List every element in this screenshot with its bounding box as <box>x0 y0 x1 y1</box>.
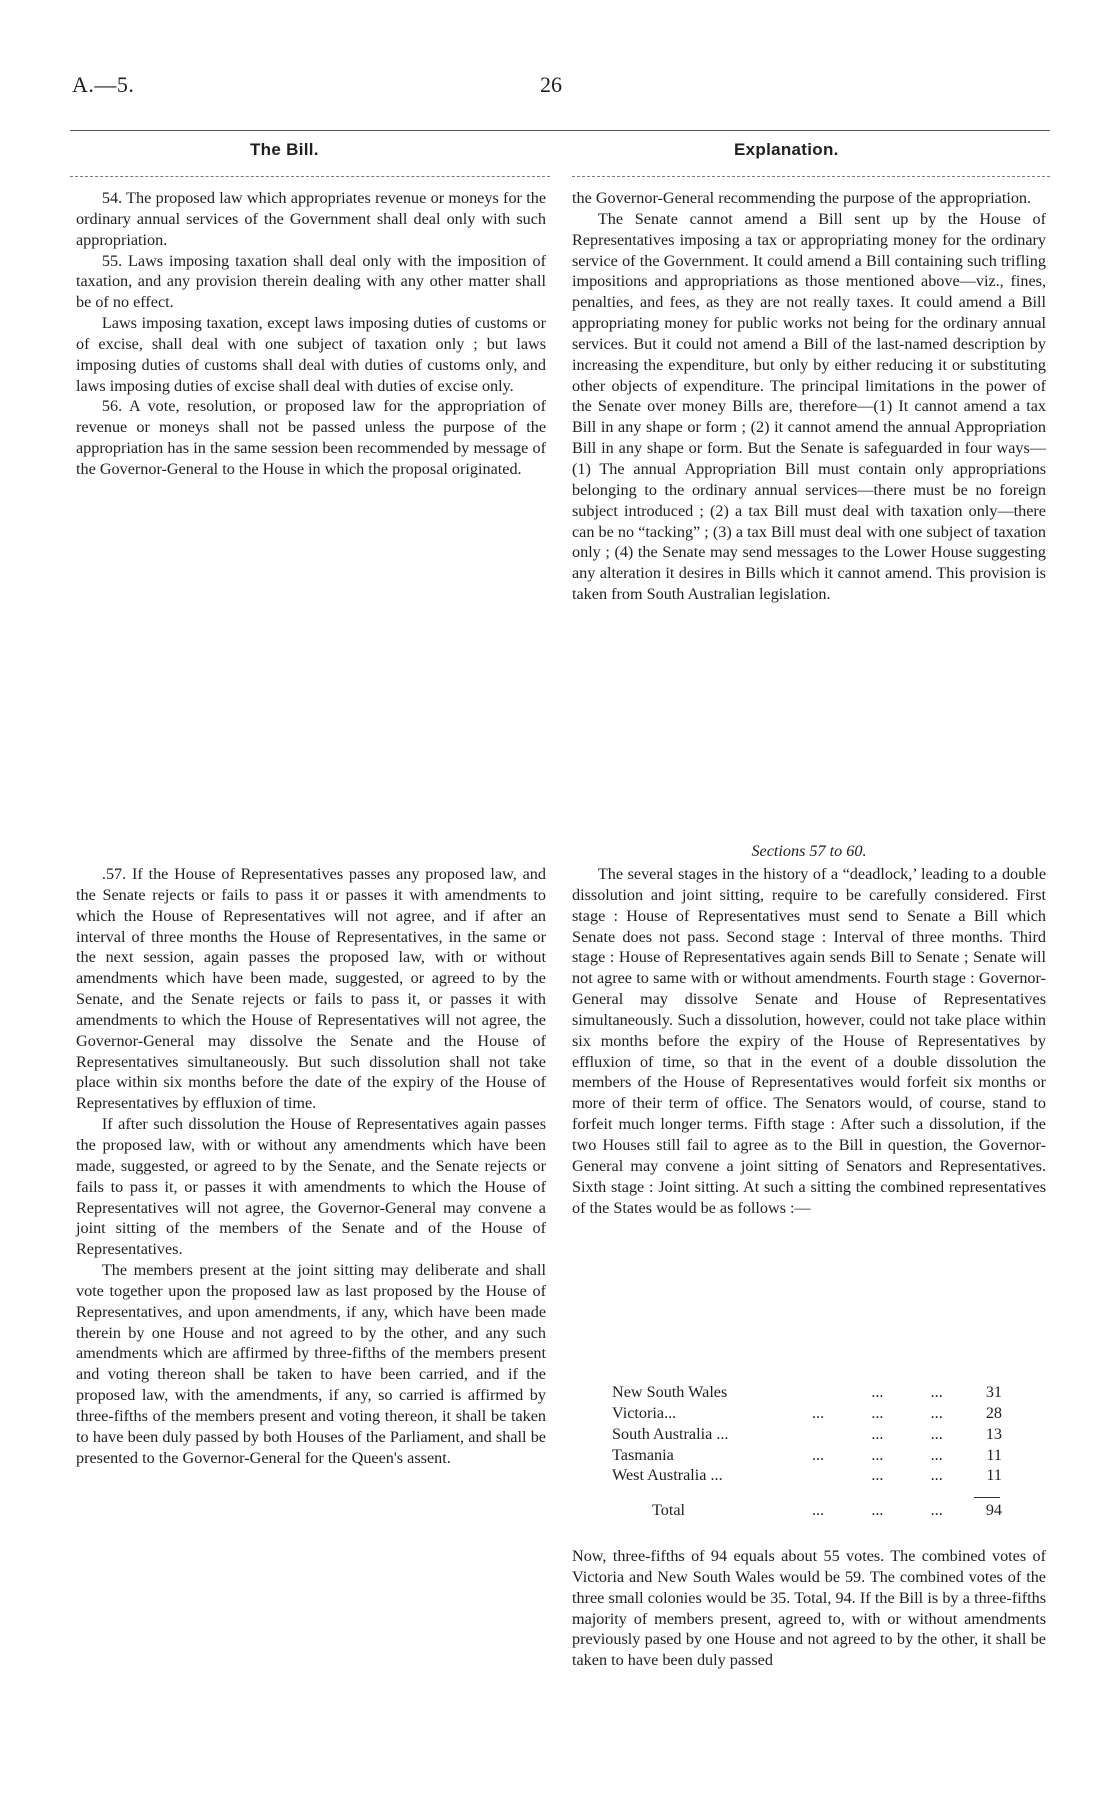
state-count: 11 <box>986 1445 1002 1464</box>
header-rule <box>70 130 1050 131</box>
state-name: Victoria... <box>612 1403 677 1422</box>
bill-heading-rule <box>70 176 550 177</box>
explanation-paragraph-4: Now, three-fifths of 94 equals about 55 votes. The combined votes of Victoria and New South Wales would be 59. The combined votes of the three small colonies would be 35. Total, 94. If the Bill is by a three-fifths majority of members present, agreed to, with or without amendments previously pased by one House and not agreed to by the other, it shall be taken to have been duly passed <box>572 1547 1046 1670</box>
leader-dots: ... <box>812 1501 825 1520</box>
leader-dots <box>788 1382 847 1403</box>
sum-rule <box>974 1497 1000 1498</box>
document-reference: A.—5. <box>72 72 135 97</box>
section-57-part-1: .57. If the House of Representatives passes any proposed law, and the Senate rejects or fails to pass it or passes it with amendments to which the House of Representatives will not agree, and if after an interval of three months the House of Representatives, in the same or the next session, again passes the proposed law, with or without amendments which have been made, suggested, or agreed to by the Senate, and the Senate rejects or fails to pass it, or passes it with amendments to which the House of Representatives will not agree, the Governor-General may dissolve the Senate and the House of Representatives simultaneously. But such dissolution shall not take place within six months before the date of the expiry of the House of Representatives by effluxion of time. <box>76 865 546 1113</box>
leader-dots: ... <box>930 1383 943 1401</box>
leader-dots: ... <box>812 1403 825 1422</box>
leader-dots <box>788 1465 847 1486</box>
section-55-part-2: Laws imposing taxation, except laws imposing duties of customs or of excise, shall deal with one subject of taxation only ; but laws imposing duties of customs shall deal with duties of customs only, and laws imposing duties of excise shall deal with duties of excise only. <box>76 314 546 395</box>
state-name: New South Wales <box>612 1383 728 1401</box>
section-57-part-2: If after such dissolution the House of Representatives again passes the proposed law, with or without any amendments which have been made, suggested, or agreed to by the Senate, and the Senate rejects or fails to pass it, or passes it with amendments to which the House of Representatives will not agree, the Governor-General may convene a joint sitting of the members of the Senate and of the House of Representatives. <box>76 1115 546 1259</box>
leader-dots: ... <box>930 1466 943 1485</box>
table-row <box>612 1403 1002 1424</box>
state-count: 31 <box>985 1383 1002 1401</box>
state-name: South Australia ... <box>612 1424 729 1443</box>
state-name: Tasmania <box>612 1445 674 1464</box>
table-row <box>612 1465 1002 1486</box>
leader-dots: ... <box>871 1466 884 1485</box>
leader-dots <box>788 1424 847 1445</box>
explanation-paragraph-3: The several stages in the history of a “deadlock,’ leading to a double dissolution and joint sitting, require to be carefully considered. First stage : House of Representatives must send to Senate a Bill which Senate does not pass. Second stage : Interval of three months. Third stage : House of Representatives again sends Bill to Senate ; Senate will not agree to same with or without amendments. Fourth stage : Governor-General may dissolve Senate and House of Representatives simultaneously. Such a dissolution, however, could not take place within six months before the expiry of the House of Representatives by effluxion of time, so that in the event of a double dissolution the members of the House of Representatives would forfeit six months or more of their term of office. The Senators would, of course, stand to forfeit much longer terms. Fifth stage : After such a dissolution, if the two Houses still fail to agree as to the Bill in question, the Governor-General may convene a joint sitting of Senators and Representatives. Sixth stage : Joint sitting. At such a sitting the combined representatives of the States would be as follows :— <box>572 865 1046 1217</box>
section-57-part-3: The members present at the joint sitting may deliberate and shall vote together upon the proposed law as last proposed by the House of Representatives, and upon amendments, if any, which have been made therein by one House and not agreed to by the other, and any such amendments which are affirmed by three-fifths of the members present and voting thereon shall be taken to have been carried, and if the proposed law, with the amendments, if any, so carried is affirmed by three-fifths of the members present and voting thereon, it shall be taken to have been duly passed by both Houses of the Parliament, and shall be presented to the Governor-General for the Queen's assent. <box>76 1261 546 1467</box>
leader-dots: ... <box>812 1445 825 1464</box>
leader-dots: ... <box>930 1445 943 1464</box>
leader-dots: ... <box>871 1383 884 1401</box>
bill-section-57 <box>76 864 546 1468</box>
total-label: Total <box>652 1501 686 1520</box>
leader-dots: ... <box>871 1424 884 1443</box>
leader-dots: ... <box>871 1445 884 1464</box>
sections-57-60-heading: Sections 57 to 60. <box>751 842 867 860</box>
section-54: 54. The proposed law which appropriates revenue or moneys for the ordinary annual services of the Government shall deal only with such appropriation. <box>76 189 546 249</box>
explanation-paragraph-2: The Senate cannot amend a Bill sent up by the House of Representatives imposing a tax or appropriating money for the ordinary service of the Government. It could amend a Bill containing such trifling impositions and appropriations as those mentioned above—viz., fines, penalties, and fees, as they are not really taxes. It could amend a Bill appropriating money for public works not being for the ordinary annual services. But it could not amend a Bill of the last-named description by increasing the expenditure, but only by either reducing it or substituting other objects of expenditure. The principal limitations in the power of the Senate over money Bills are, therefore—(1) It cannot amend a tax Bill in any shape or form ; (2) it cannot amend the annual Appropriation Bill in any shape or form. But the Senate is safeguarded in four ways—(1) The annual Appropriation Bill must contain only appropriations belonging to the ordinary annual services—there must be no foreign subject introduced ; (2) a tax Bill must deal with taxation only—there can be no “tacking” ; (3) a tax Bill must deal with one subject of taxation only ; (4) the Senate may send messages to the Lower House suggesting any alteration it desires in Bills which it cannot amend. This provision is taken from South Australian legislation. <box>572 209 1046 604</box>
state-count: 11 <box>986 1466 1002 1485</box>
table-row <box>612 1445 1002 1466</box>
explanation-vote-calculation <box>572 1546 1046 1671</box>
page-number: 26 <box>540 72 562 97</box>
explanation-paragraph-1: the Governor-General recommending the purpose of the appropriation. <box>572 189 1032 207</box>
bill-column-heading: The Bill. <box>250 140 319 159</box>
state-name: West Australia ... <box>612 1466 723 1485</box>
explanation-money-bills <box>572 188 1046 605</box>
state-count: 28 <box>985 1403 1002 1422</box>
section-55-part-1: 55. Laws imposing taxation shall deal only with the imposition of taxation, and any provision therein dealing with any other matter shall be of no effect. <box>76 251 546 312</box>
leader-dots: ... <box>930 1424 943 1443</box>
table-row <box>612 1382 1002 1403</box>
state-representation-table <box>612 1382 1002 1521</box>
explanation-deadlock <box>572 864 1046 1218</box>
section-56: 56. A vote, resolution, or proposed law for the appropriation of revenue or moneys shall not be passed unless the purpose of the appropriation has in the same session been recommended by message of the Governor-General to the House in which the proposal originated. <box>76 397 546 478</box>
total-count: 94 <box>985 1501 1002 1520</box>
explanation-column-heading: Explanation. <box>734 140 839 159</box>
leader-dots: ... <box>871 1501 884 1520</box>
leader-dots: ... <box>930 1403 943 1422</box>
table-total-row <box>612 1486 1002 1521</box>
leader-dots: ... <box>871 1403 884 1422</box>
explanation-heading-rule <box>572 176 1050 177</box>
state-count: 13 <box>985 1424 1002 1443</box>
table-row <box>612 1424 1002 1445</box>
leader-dots: ... <box>930 1501 943 1520</box>
bill-sections-54-56 <box>76 188 546 480</box>
